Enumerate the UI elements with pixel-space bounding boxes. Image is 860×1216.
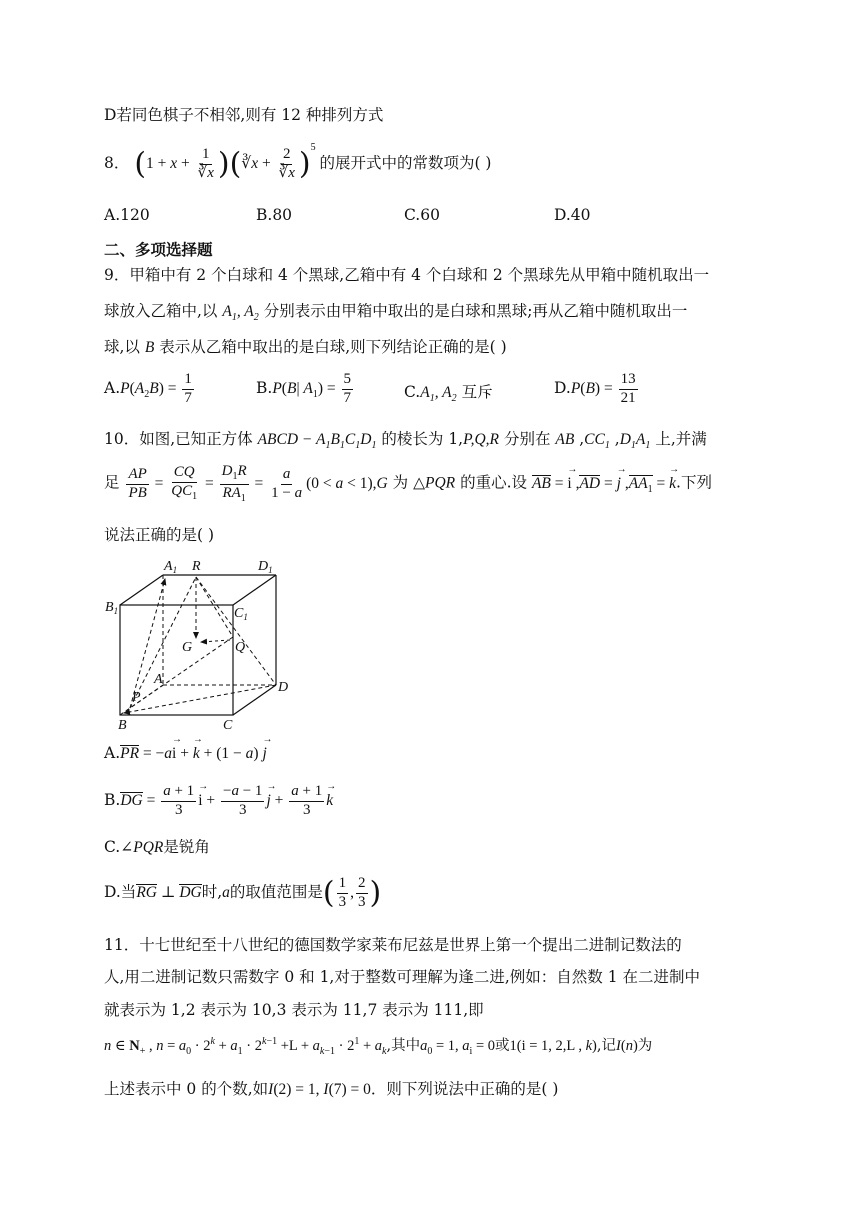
q9-option-c-text: 互斥 (456, 383, 493, 401)
q10-option-d-mid: 时, (201, 882, 223, 901)
q11-line-4-end: ,记 (596, 1037, 616, 1054)
q9-events-a: $A_1$, $A_2$ (222, 303, 259, 324)
q9-line-3 (104, 338, 507, 358)
q10-line-2-c: 的重心.设 (455, 473, 532, 492)
label-p: P (132, 690, 141, 705)
label-q: Q (235, 640, 246, 655)
label-b: B (118, 718, 127, 733)
q10-line-1-c: 分别在 (499, 430, 556, 448)
label-c: C (223, 718, 233, 733)
q10-option-a: A.PR = −ai → + k → + (1 − a) j → (104, 744, 267, 764)
q8-option-b: B.80 (256, 206, 293, 224)
q10-option-d: D.当RG ⊥ DG时,a的取值范围是( $\frac{1}{3}$ , $\frac{2}{3}$ ) (104, 875, 382, 911)
label-a: A (154, 672, 163, 687)
q9-line-3-a: 球,以 (104, 338, 145, 356)
q9-event-b: B (144, 339, 155, 356)
q11-line-1: 11．十七世纪至十八世纪的德国数学家莱布尼兹是世界上第一个提出二进制记数法的 (104, 936, 682, 954)
q9-option-c-label: C. (404, 383, 421, 401)
q10-option-a-label: A. (104, 744, 121, 762)
q10-option-c: C.∠PQR是锐角 (104, 838, 210, 856)
q9-line-1: 9．甲箱中有 2 个白球和 4 个黑球,乙箱中有 4 个白球和 2 个黑球先从甲箱中随机取出一 (104, 266, 710, 284)
q9-line-2-a: 球放入乙箱中,以 (104, 302, 223, 320)
q10-line-2-b: 为 (387, 473, 414, 492)
q10-line-2: 足 $\frac{AP}{PB}$ = $\frac{CQ}{QC_1}$ = $\frac{D_1R}{RA_1}$ = $\frac{a}{1 - a}$ (0 < a < 1),G 为 △PQR 的重心.设 AB = $i \to ,AD = j \to ,AA_1 = k$ →.下列 (104, 464, 712, 504)
q8-option-a: A.120 (104, 206, 150, 224)
q8-number: 8． (104, 154, 130, 172)
q8-option-d: D.40 (554, 206, 591, 224)
q9-option-d-label: D. (554, 378, 571, 397)
q9-line-2 (104, 302, 687, 324)
q11-line-2: 人,用二进制记数只需数字 0 和 1,对于整数可理解为逢二进,例如：自然数 1 在二进制中 (104, 968, 701, 986)
label-c1: $C_1$ (234, 606, 248, 622)
q10-option-c-label: C. (104, 838, 121, 856)
q10-line-3: 说法正确的是( ) (104, 526, 215, 544)
q8-suffix: 的展开式中的常数项为( ) (319, 154, 492, 172)
q9-option-a-label: A. (104, 378, 121, 397)
q9-option-a: $A.P(A_2B)$ = $\frac{1}{7}$ (104, 371, 192, 406)
q9-option-d: D.P(B) = $\frac{13}{21}$ (554, 371, 636, 406)
q8-option-c: C.60 (404, 206, 440, 224)
q7-option-d: D若同色棋子不相邻,则有 12 种排列方式 (104, 106, 384, 124)
q10-option-d-label: D.当 (104, 882, 137, 901)
label-b1: $B_1$ (105, 600, 119, 616)
q11-line-4: n ∈ $N_+$ , $n = a_0 \cdot 2^k + a_1 \cdot 2^{k-1} +L + a_{k-1} \cdot 2^1 + a_k$,其中$a_0 = 1$, $a_i = 0$或1(i = 1, 2,L , k),记I(n)为 (104, 1036, 653, 1057)
section-title: 二、多项选择题 (104, 241, 213, 259)
q11-line-3: 就表示为 1,2 表示为 10,3 表示为 11,7 表示为 111,即 (104, 1001, 484, 1019)
q10-line-1-b: 的棱长为 1, (376, 430, 464, 448)
q10-option-d-end: 的取值范围是 (229, 882, 323, 901)
q9-option-b: B.P(B| $A_1$) = $\frac{5}{7}$ (256, 371, 352, 406)
q9-option-b-label: B. (256, 378, 273, 397)
cube-figure (100, 555, 300, 735)
label-a1: $A_1$ (164, 559, 178, 575)
q11-line-5-a: 上述表示中 0 的个数,如 (104, 1080, 269, 1098)
q10-line-1-d: 上,并满 (650, 430, 707, 448)
q9-line-3-b: 表示从乙箱中取出的是白球,则下列结论正确的是( ) (154, 338, 507, 356)
label-g: G (182, 640, 193, 655)
q10-option-b-label: B. (104, 790, 121, 809)
label-d: D (278, 680, 289, 695)
q10-line-2-a: 足 (104, 473, 125, 492)
q10-line-1: 10．如图,已知正方体 ABCD − $A_1B_1C_1D_1$ 的棱长为 1,P,Q,R 分别在 AB $,CC_1$ $,D_1A_1$ 上,并满 (104, 430, 707, 452)
q10-option-b: B.DG = $\frac{a + 1}{3}$ i → + $\frac{-a - 1}{3}$ j → + $\frac{a + 1}{3}$ k → (104, 784, 333, 819)
q11-line-4-mid: ,其中 (386, 1037, 421, 1054)
q11-line-5-b: ．则下列说法中正确的是( ) (370, 1080, 559, 1098)
q10-line-1-a: 10．如图,已知正方体 (104, 430, 258, 448)
q11-line-5: 上述表示中 0 的个数,如I(2) = 1, I(7) = 0．则下列说法中正确的是( ) (104, 1080, 559, 1098)
label-r: R (192, 559, 201, 574)
q9-option-c: $C.A_1$, $A_2$ 互斥 (404, 383, 493, 405)
label-d1: $D_1$ (258, 559, 273, 575)
q9-line-2-b: 分别表示由甲箱中取出的是白球和黑球;再从乙箱中随机取出一 (258, 302, 688, 320)
q11-line-4-tail: 为 (637, 1037, 653, 1054)
q8-stem (104, 142, 491, 182)
q8-expression: (1 + x + $\frac{1}{∛x}$ )(∛x + $\frac{2}{∛x}$ )$^5$ (134, 142, 316, 182)
q10-line-2-d: .下列 (676, 473, 712, 492)
q10-option-c-text: 是锐角 (163, 838, 210, 856)
q11-line-4-or: 或 (495, 1037, 510, 1054)
